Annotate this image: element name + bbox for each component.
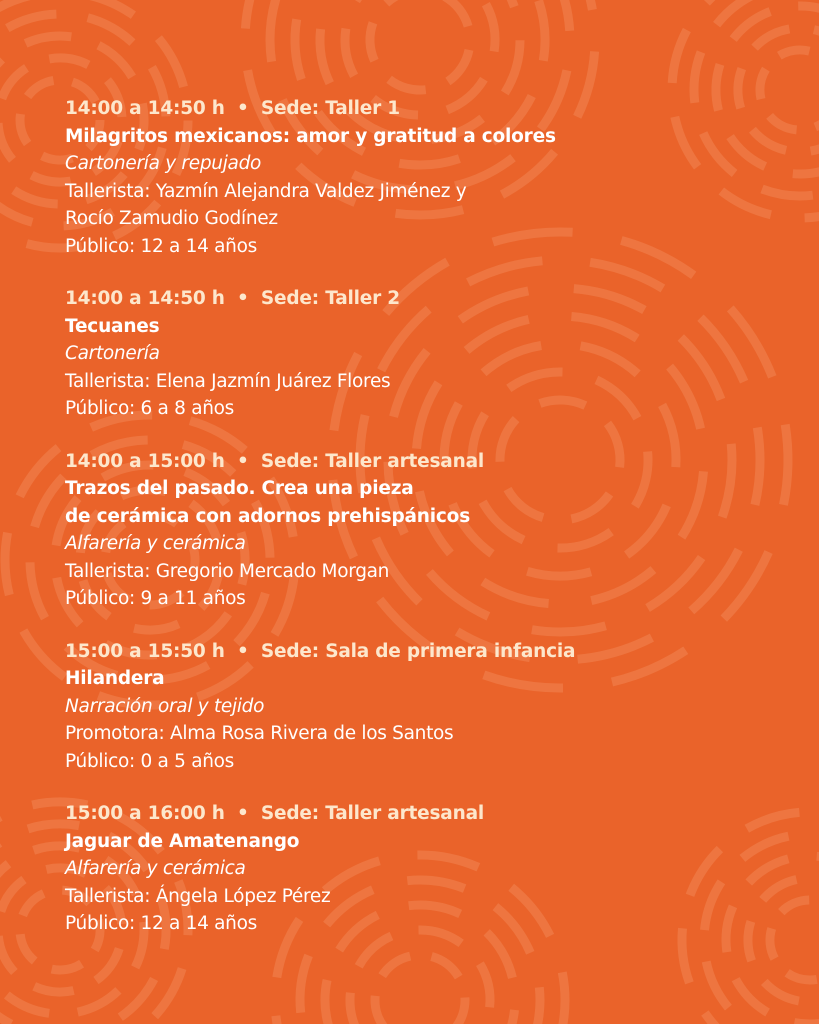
pattern-arc [300,955,309,1012]
pattern-arc [764,982,799,1001]
pattern-arc [7,14,56,28]
event-header [65,800,785,828]
event-discipline: Alfarería y cerámica [65,533,246,554]
event-title-line: de cerámica con adornos prehispánicos [65,505,471,527]
event-venue: Sede: Sala de primera infancia [260,640,576,662]
event-facilitator [65,883,785,911]
separator-bullet: • [237,450,249,472]
event-title-line: Milagritos mexicanos: amor y gratitud a colores [65,125,556,147]
event-discipline: Cartonería [65,343,160,364]
pattern-arc [0,0,49,9]
pattern-arc [34,986,73,992]
pattern-arc [52,964,82,970]
pattern-arc [389,79,426,90]
pattern-arc [370,23,375,61]
pattern-arc [0,936,14,972]
pattern-arc [811,132,819,151]
pattern-arc [49,58,88,65]
pattern-arc [755,29,790,48]
pattern-arc [531,987,540,1024]
separator-bullet: • [237,98,249,119]
event-title-line: Jaguar de Amatenango [65,830,300,852]
pattern-arc [295,19,301,79]
pattern-arc [568,0,592,10]
event-4 [65,638,785,776]
event-2 [65,285,785,423]
pattern-arc [705,1013,745,1024]
pattern-arc [276,1016,296,1024]
pattern-arc [23,631,64,678]
event-facilitator-line: Tallerista: Ángela López Pérez [65,885,331,907]
event-title-line: Trazos del pasado. Crea una pieza [65,478,414,499]
pattern-arc [1,880,24,912]
pattern-arc [99,45,133,77]
event-venue: Sede: Taller 1 [260,98,400,119]
event-time: 15:00 a 16:00 h [65,803,225,824]
event-title [65,313,785,341]
event-discipline: Narración oral y tejido [65,695,265,717]
event-time: 15:00 a 15:50 h [65,640,225,662]
pattern-arc [155,969,182,1017]
pattern-arc [561,972,565,1024]
pattern-arc [454,998,465,1024]
pattern-arc [350,993,360,1024]
pattern-arc [20,934,35,961]
pattern-arc [480,964,490,1008]
pattern-arc [26,36,72,43]
event-title [65,665,785,693]
pattern-arc [20,114,28,144]
event-facilitator-line: Promotora: Alma Rosa Rivera de los Santos [65,723,454,744]
pattern-arc [793,165,819,174]
event-header [65,285,785,313]
event-venue: Sede: Taller artesanal [260,450,484,472]
pattern-arc [495,1010,515,1024]
pattern-arc [325,980,331,1024]
pattern-arc [5,533,9,595]
event-audience: Público: 6 a 8 años [65,398,235,419]
separator-bullet: • [237,288,249,309]
event-header [65,448,785,476]
event-facilitator-line: Tallerista: Gregorio Mercado Morgan [65,560,390,582]
pattern-arc [7,995,49,1013]
pattern-arc [2,68,27,99]
pattern-arc [787,973,817,980]
event-facilitator [65,368,785,396]
event-header [65,638,785,666]
event-time: 14:00 a 14:50 h [65,288,225,309]
event-facilitator-line: Tallerista: Elena Jazmín Juárez Flores [65,370,391,392]
pattern-arc [794,1018,819,1024]
pattern-arc [779,50,809,56]
event-venue: Sede: Taller artesanal [260,803,484,824]
event-audience: Público: 12 a 14 años [65,235,257,257]
pattern-arc [672,30,687,83]
pattern-arc [552,0,570,31]
event-facilitator-line: Tallerista: Yazmín Alejandra Valdez Jiménez y [65,180,467,202]
event-facilitator [65,558,785,586]
pattern-arc [445,0,469,26]
separator-bullet: • [237,803,249,824]
event-header [65,95,785,123]
pattern-arc [386,0,422,3]
event-audience: Público: 9 a 11 años [65,588,246,609]
pattern-arc [815,106,819,127]
pattern-arc [88,18,133,43]
event-3 [65,448,785,613]
event-discipline: Cartonería y repujado [65,153,262,174]
pattern-arc [375,996,385,1024]
pattern-arc [28,81,54,97]
pattern-arc [505,40,520,93]
pattern-arc [0,123,12,160]
pattern-arc [14,190,58,204]
event-5 [65,800,785,938]
event-discipline: Alfarería y cerámica [65,858,246,879]
pattern-arc [706,962,728,1008]
pattern-arc [814,30,819,51]
pattern-arc [345,29,354,76]
pattern-arc [23,894,44,916]
pattern-arc [539,1,545,61]
event-venue: Sede: Taller 2 [260,288,400,309]
pattern-arc [120,979,154,1017]
pattern-arc [798,6,819,18]
pattern-arc [83,0,134,15]
event-title [65,828,785,856]
pattern-arc [320,29,330,83]
event-title [65,475,785,530]
event-facilitator [65,178,785,233]
event-title-line: Hilandera [65,668,165,689]
event-audience: Público: 12 a 14 años [65,913,257,934]
pattern-arc [245,0,262,29]
event-facilitator-line: Rocío Zamudio Godínez [65,208,278,229]
event-title [65,123,785,151]
pattern-arc [486,4,495,51]
pattern-arc [448,50,469,82]
pattern-arc [78,990,119,1012]
event-title-line: Tecuanes [65,315,160,337]
pattern-arc [805,204,819,218]
pattern-arc [30,562,45,618]
pattern-arc [270,0,276,62]
schedule-list [65,95,785,963]
pattern-arc [781,900,809,912]
event-1 [65,95,785,260]
event-time: 14:00 a 15:00 h [65,450,225,472]
event-time: 14:00 a 14:50 h [65,98,225,119]
event-audience: Público: 0 a 5 años [65,750,235,772]
separator-bullet: • [237,640,249,662]
event-facilitator [65,720,785,748]
